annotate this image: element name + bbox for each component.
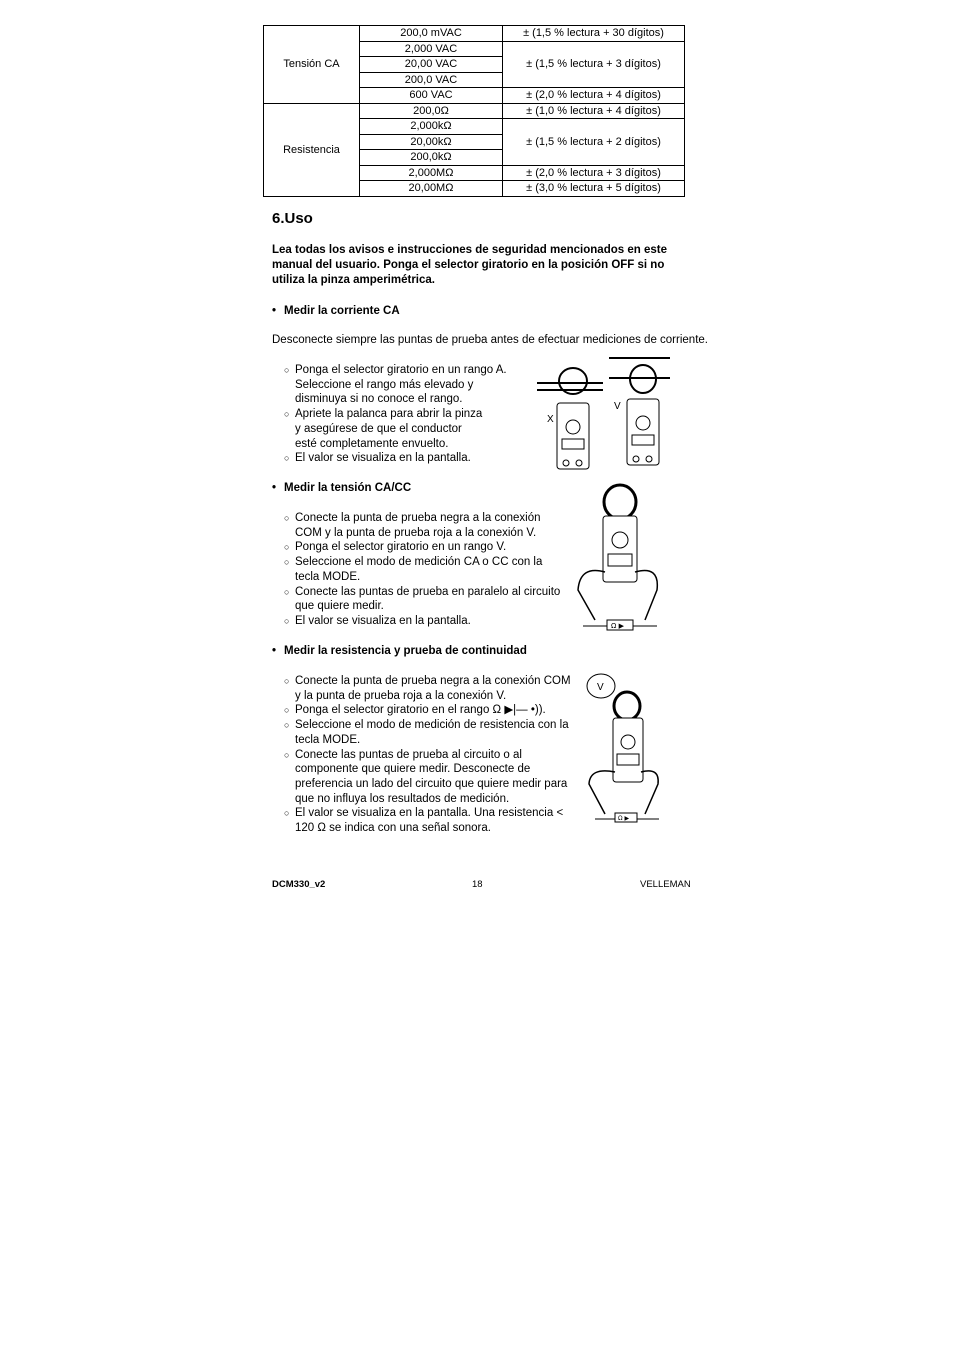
- table-row: [264, 26, 685, 42]
- spec-table: [263, 25, 685, 197]
- clamp-meter-figure: [533, 355, 673, 470]
- clamp-meter-wrong: [537, 368, 603, 469]
- heading-label: Medir la corriente CA: [284, 305, 400, 317]
- voltage-figure: [575, 480, 665, 632]
- list-item: ○ Conecte las puntas de prueba al circuito o al componente que quiere medir. Desconecte de preferencia un lado del circuito que quiere medir para que no influya los resultados de medición.: [284, 748, 576, 807]
- list-item: ○ Ponga el selector giratorio en un rango A. Seleccione el rango más elevado y disminuya si no conoce el rango.: [284, 363, 524, 407]
- resistance-steps: [284, 674, 576, 836]
- list-item: ○ Conecte la punta de prueba negra a la conexión COM y la punta de prueba roja a la conexión V.: [284, 511, 567, 540]
- heading-label: Medir la tensión CA/CC: [284, 482, 412, 494]
- list-item: ○ Apriete la palanca para abrir la pinza y asegúrese de que el conductor esté completamente envuelto.: [284, 407, 485, 451]
- list-item: ○ Ponga el selector giratorio en un rango V.: [284, 540, 567, 555]
- range-cell: 600 VAC: [360, 88, 503, 104]
- fig-label-x: X: [547, 414, 554, 425]
- range-cell: 200,0Ω: [360, 103, 503, 119]
- clamp-meter-right: [609, 358, 670, 465]
- range-cell: 20,00 VAC: [360, 57, 503, 73]
- range-cell: 200,0 mVAC: [360, 26, 503, 42]
- heading-ac-current: [272, 305, 400, 317]
- bullet-icon: •: [272, 305, 277, 317]
- group-cell: Tensión CA: [264, 26, 360, 104]
- ac-current-steps: [284, 363, 524, 466]
- list-item: ○ El valor se visualiza en la pantalla.: [284, 451, 524, 466]
- accuracy-cell: ± (1,5 % lectura + 2 dígitos): [503, 119, 685, 166]
- accuracy-cell: ± (1,5 % lectura + 3 dígitos): [503, 41, 685, 88]
- list-item: ○ El valor se visualiza en la pantalla. Una resistencia < 120 Ω se indica con una señal sonora.: [284, 806, 565, 835]
- range-cell: 2,000MΩ: [360, 165, 503, 181]
- range-cell: 20,00kΩ: [360, 134, 503, 150]
- range-cell: 200,0 VAC: [360, 72, 503, 88]
- table-row: [264, 103, 685, 119]
- footer-page-number: 18: [472, 879, 483, 890]
- bullet-icon: •: [272, 482, 277, 494]
- accuracy-cell: ± (2,0 % lectura + 4 dígitos): [503, 88, 685, 104]
- voltage-steps: [284, 511, 567, 629]
- list-item: ○ Conecte la punta de prueba negra a la conexión COM y la punta de prueba roja a la conexión V.: [284, 674, 576, 703]
- list-item: ○ Conecte las puntas de prueba en paralelo al circuito que quiere medir.: [284, 585, 567, 614]
- heading-resistance: [272, 645, 527, 657]
- group-cell: Resistencia: [264, 103, 360, 196]
- fig-label-v: V: [614, 401, 621, 412]
- svg-text:Ω ▶: Ω ▶: [611, 622, 624, 630]
- accuracy-cell: ± (2,0 % lectura + 3 dígitos): [503, 165, 685, 181]
- resistance-figure: [585, 672, 665, 824]
- accuracy-cell: ± (3,0 % lectura + 5 dígitos): [503, 181, 685, 197]
- range-cell: 2,000 VAC: [360, 41, 503, 57]
- list-item: ○ Ponga el selector giratorio en el rango Ω ▶|— •)).: [284, 703, 576, 718]
- svg-text:Ω ▶: Ω ▶: [618, 815, 630, 822]
- heading-label: Medir la resistencia y prueba de continuidad: [284, 645, 527, 657]
- list-item: ○ El valor se visualiza en la pantalla.: [284, 614, 567, 629]
- accuracy-cell: ± (1,5 % lectura + 30 dígitos): [503, 26, 685, 42]
- bullet-icon: •: [272, 645, 277, 657]
- footer-model: DCM330_v2: [272, 879, 326, 890]
- accuracy-cell: ± (1,0 % lectura + 4 dígitos): [503, 103, 685, 119]
- range-cell: 2,000kΩ: [360, 119, 503, 135]
- fig-label-v: V: [597, 682, 604, 693]
- ac-current-intro: Desconecte siempre las puntas de prueba antes de efectuar mediciones de corriente.: [272, 334, 708, 346]
- section-title: 6.Uso: [272, 210, 313, 227]
- range-cell: 20,00MΩ: [360, 181, 503, 197]
- list-item: ○ Seleccione el modo de medición CA o CC con la tecla MODE.: [284, 555, 567, 584]
- warning-text: Lea todas los avisos e instrucciones de seguridad mencionados en este manual del usuario. Ponga el selector giratorio en la posición OFF si no utiliza la pinza amperimétrica.: [272, 244, 667, 286]
- footer-brand: VELLEMAN: [640, 879, 691, 890]
- heading-voltage: [272, 482, 411, 494]
- range-cell: 200,0kΩ: [360, 150, 503, 166]
- list-item: ○ Seleccione el modo de medición de resistencia con la tecla MODE.: [284, 718, 576, 747]
